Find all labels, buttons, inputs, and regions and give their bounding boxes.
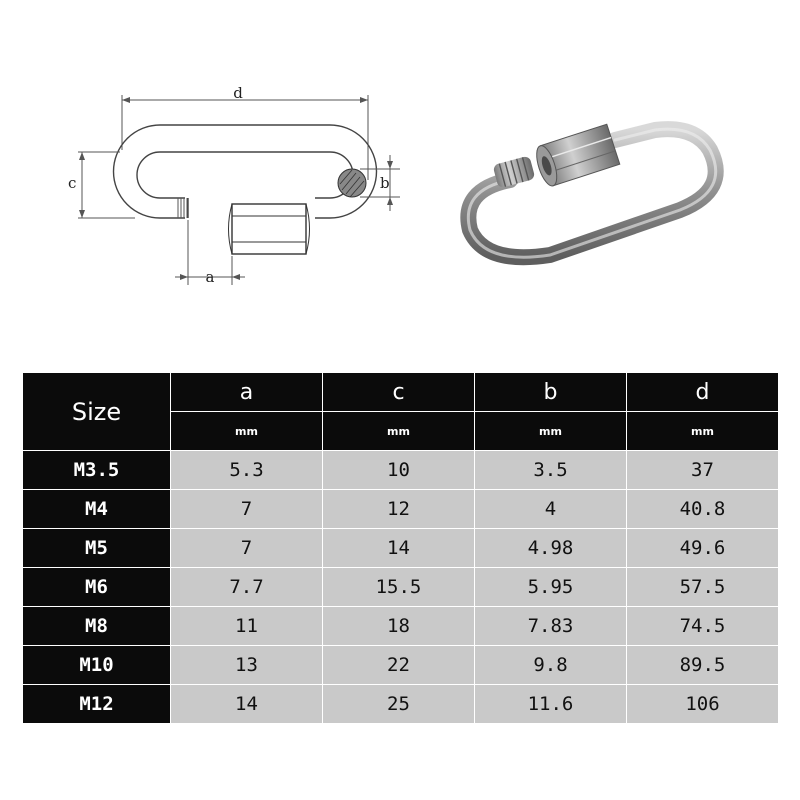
value-b: 4 [475, 490, 627, 529]
value-a: 5.3 [171, 451, 323, 490]
size-cell: M5 [23, 529, 171, 568]
unit-b: mm [475, 412, 627, 451]
value-c: 22 [323, 646, 475, 685]
table-row [23, 685, 779, 724]
value-b: 4.98 [475, 529, 627, 568]
value-c: 10 [323, 451, 475, 490]
dim-b-label: b [380, 174, 390, 192]
value-a: 11 [171, 607, 323, 646]
size-cell: M4 [23, 490, 171, 529]
dim-d-label: d [233, 84, 243, 102]
dim-c-label: c [68, 174, 77, 192]
value-d: 37 [627, 451, 779, 490]
value-b: 11.6 [475, 685, 627, 724]
column-header-c: c [323, 373, 475, 412]
value-b: 5.95 [475, 568, 627, 607]
value-d: 106 [627, 685, 779, 724]
value-d: 49.6 [627, 529, 779, 568]
value-b: 3.5 [475, 451, 627, 490]
value-c: 25 [323, 685, 475, 724]
table-header-row [23, 373, 779, 412]
dim-a-label: a [205, 268, 215, 286]
column-header-a: a [171, 373, 323, 412]
value-a: 7 [171, 490, 323, 529]
table-row [23, 451, 779, 490]
quick-link-photo [440, 90, 740, 280]
value-c: 14 [323, 529, 475, 568]
value-b: 9.8 [475, 646, 627, 685]
size-cell: M3.5 [23, 451, 171, 490]
quick-link-diagram [60, 70, 420, 300]
value-b: 7.83 [475, 607, 627, 646]
table-row [23, 490, 779, 529]
value-d: 74.5 [627, 607, 779, 646]
table-row [23, 646, 779, 685]
size-column-header: Size [23, 373, 171, 451]
value-a: 7.7 [171, 568, 323, 607]
value-d: 40.8 [627, 490, 779, 529]
size-table [22, 372, 779, 724]
table-row [23, 568, 779, 607]
unit-c: mm [323, 412, 475, 451]
value-c: 18 [323, 607, 475, 646]
size-cell: M6 [23, 568, 171, 607]
unit-a: mm [171, 412, 323, 451]
column-header-b: b [475, 373, 627, 412]
value-a: 13 [171, 646, 323, 685]
value-a: 14 [171, 685, 323, 724]
value-c: 15.5 [323, 568, 475, 607]
value-d: 89.5 [627, 646, 779, 685]
table-row [23, 607, 779, 646]
value-c: 12 [323, 490, 475, 529]
table-row [23, 529, 779, 568]
size-cell: M10 [23, 646, 171, 685]
size-cell: M8 [23, 607, 171, 646]
column-header-d: d [627, 373, 779, 412]
unit-d: mm [627, 412, 779, 451]
size-cell: M12 [23, 685, 171, 724]
value-d: 57.5 [627, 568, 779, 607]
value-a: 7 [171, 529, 323, 568]
